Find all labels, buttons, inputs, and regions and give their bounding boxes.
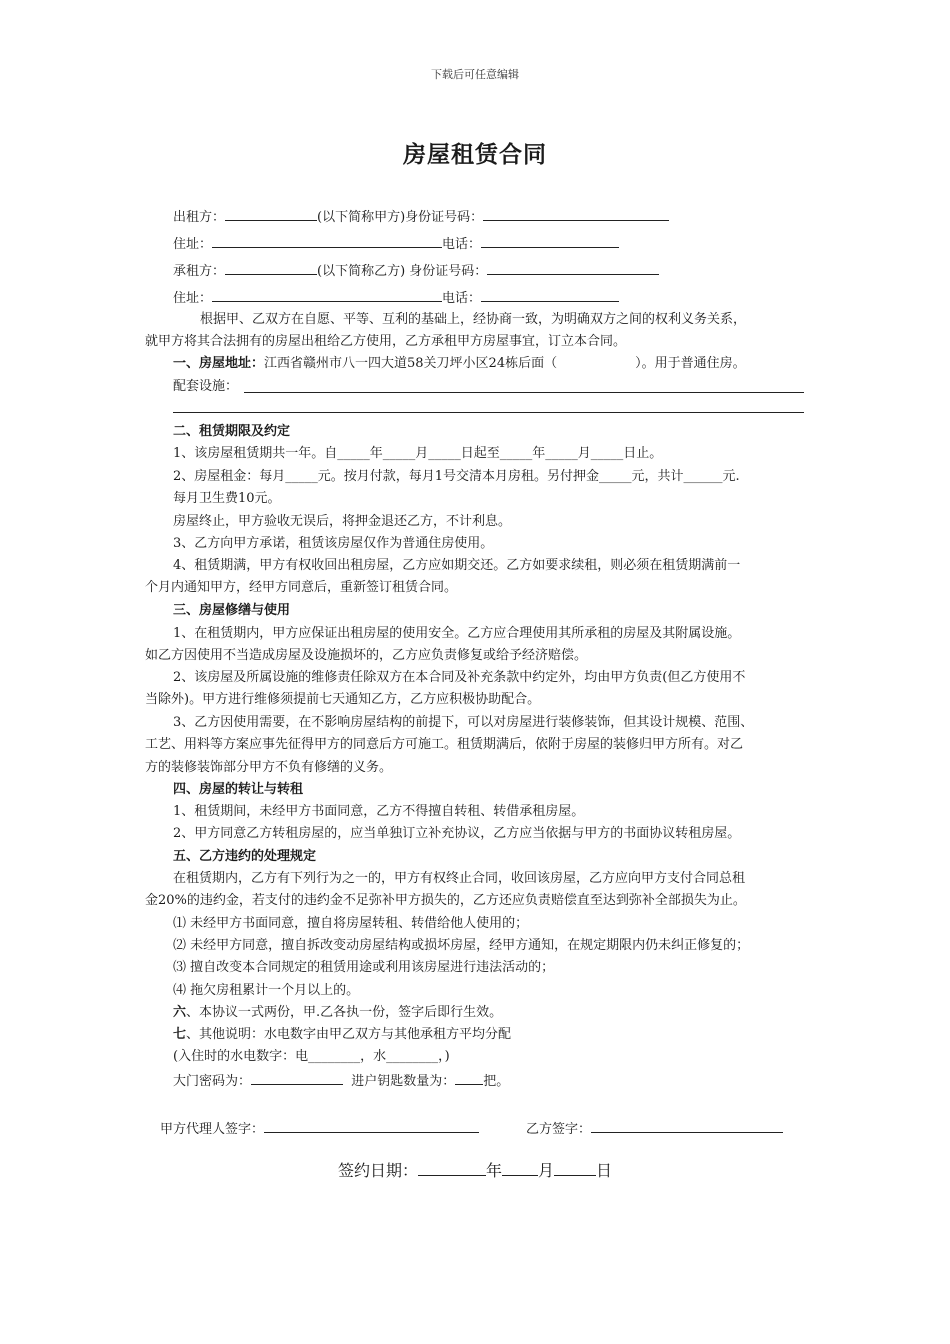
section-2-line: 4、租赁期满，甲方有权收回出租房屋，乙方应如期交还。乙方如要求续租，则必须在租赁期满前一 bbox=[173, 558, 741, 573]
lessor-address-row: 住址： 电话： bbox=[173, 235, 619, 253]
section-4-line: 1、租赁期间，未经甲方书面同意，乙方不得擅自转租、转借承租房屋。 bbox=[173, 804, 585, 819]
signing-date: 签约日期： 年 月 日 bbox=[337, 1161, 613, 1180]
section-7: 七、其他说明：水电数字由甲乙双方与其他承租方平均分配 bbox=[173, 1027, 512, 1042]
section-4-heading: 四、房屋的转让与转租 bbox=[173, 782, 304, 797]
section-3-line: 当除外)。甲方进行维修须提前七天通知乙方，乙方应积极协助配合。 bbox=[145, 692, 541, 707]
intro-line-1: 根据甲、乙双方在自愿、平等、互利的基础上，经协商一致，为明确双方之间的权利义务关系， bbox=[200, 312, 747, 327]
lessor-row: 出租方： (以下简称甲方)身份证号码： bbox=[173, 208, 669, 226]
section-2-line: 每月卫生费10元。 bbox=[173, 491, 281, 506]
facilities-label: 配套设施： bbox=[173, 379, 239, 394]
section-2-line: 1、该房屋租赁期共一年。自_____年_____月_____日起至_____年_____月_____日止。 bbox=[173, 446, 663, 461]
lessee-phone-field[interactable] bbox=[481, 289, 619, 302]
lessee-row: 承租方： (以下简称乙方) 身份证号码： bbox=[173, 262, 659, 280]
facilities-field-2[interactable] bbox=[173, 412, 804, 413]
page-header: 下载后可任意编辑 bbox=[431, 68, 519, 81]
meter-reading: (入住时的水电数字：电________，水________，) bbox=[173, 1049, 450, 1064]
lessor-address-field[interactable] bbox=[212, 235, 442, 248]
section-3-line: 工艺、用料等方案应事先征得甲方的同意后方可施工。租赁期满后，依附于房屋的装修归甲方所有。对乙 bbox=[145, 737, 744, 752]
date-year-field[interactable] bbox=[418, 1163, 486, 1176]
party-b-signature: 乙方签字： bbox=[526, 1118, 783, 1137]
section-2-line: 个月内通知甲方，经甲方同意后，重新签订租赁合同。 bbox=[145, 580, 458, 595]
section-3-line: 3、乙方因使用需要，在不影响房屋结构的前提下，可以对房屋进行装修装饰，但其设计规模、范围、 bbox=[173, 715, 754, 730]
section-5-line: 在租赁期内，乙方有下列行为之一的，甲方有权终止合同，收回该房屋，乙方应向甲方支付合同总租 bbox=[173, 871, 746, 886]
section-3-line: 1、在租赁期内，甲方应保证出租房屋的使用安全。乙方应合理使用其所承租的房屋及其附属设施。 bbox=[173, 626, 741, 641]
violation-item: ⑷ 拖欠房租累计一个月以上的。 bbox=[173, 983, 360, 998]
violation-item: ⑶ 擅自改变本合同规定的租赁用途或利用该房屋进行违法活动的； bbox=[173, 960, 555, 975]
door-password-row: 大门密码为： 进户钥匙数量为： 把。 bbox=[173, 1074, 510, 1089]
lessee-id-field[interactable] bbox=[487, 262, 659, 275]
section-3-heading: 三、房屋修缮与使用 bbox=[173, 603, 291, 618]
violation-item: ⑴ 未经甲方书面同意，擅自将房屋转租、转借给他人使用的； bbox=[173, 916, 529, 931]
section-3-line: 如乙方因使用不当造成房屋及设施损坏的，乙方应负责修复或给予经济赔偿。 bbox=[145, 648, 588, 663]
section-1-address: 一、房屋地址：江西省赣州市八一四大道58关刀坪小区24栋后面（ ）。用于普通住房。 bbox=[173, 356, 746, 371]
party-b-signature-field[interactable] bbox=[591, 1120, 783, 1133]
section-3-line: 2、该房屋及所属设施的维修责任除双方在本合同及补充条款中约定外，均由甲方负责(但乙方使用不 bbox=[173, 670, 746, 685]
door-password-field[interactable] bbox=[251, 1072, 343, 1085]
section-6: 六、本协议一式两份，甲.乙各执一份，签字后即行生效。 bbox=[173, 1005, 503, 1020]
section-2-heading: 二、租赁期限及约定 bbox=[173, 424, 291, 439]
date-day-field[interactable] bbox=[554, 1163, 596, 1176]
intro-line-2: 就甲方将其合法拥有的房屋出租给乙方使用，乙方承租甲方房屋事宜，订立本合同。 bbox=[145, 334, 627, 349]
section-2-line: 2、房屋租金：每月_____元。按月付款，每月1号交清本月房租。另付押金_____元，共计______元. bbox=[173, 469, 740, 484]
lessee-address-row: 住址： 电话： bbox=[173, 289, 619, 307]
party-a-signature: 甲方代理人签字： bbox=[160, 1118, 479, 1137]
violation-item: ⑵ 未经甲方同意，擅自拆改变动房屋结构或损坏房屋，经甲方通知，在规定期限内仍未纠正修复的； bbox=[173, 938, 750, 953]
section-5-heading: 五、乙方违约的处理规定 bbox=[173, 849, 317, 864]
section-5-line: 金20%的违约金，若支付的违约金不足弥补甲方损失的，乙方还应负责赔偿直至达到弥补全部损失为止。 bbox=[145, 893, 746, 908]
lessee-address-field[interactable] bbox=[212, 289, 442, 302]
lessee-name-field[interactable] bbox=[225, 262, 317, 275]
key-count-field[interactable] bbox=[455, 1072, 483, 1085]
section-2-line: 3、乙方向甲方承诺，租赁该房屋仅作为普通住房使用。 bbox=[173, 536, 494, 551]
lessor-id-field[interactable] bbox=[483, 208, 669, 221]
party-a-signature-field[interactable] bbox=[264, 1120, 479, 1133]
lessor-phone-field[interactable] bbox=[481, 235, 619, 248]
page-title: 房屋租赁合同 bbox=[403, 142, 547, 168]
section-2-line: 房屋终止，甲方验收无误后，将押金退还乙方，不计利息。 bbox=[173, 514, 512, 529]
section-4-line: 2、甲方同意乙方转租房屋的，应当单独订立补充协议，乙方应当依据与甲方的书面协议转租房屋。 bbox=[173, 826, 741, 841]
lessor-name-field[interactable] bbox=[225, 208, 317, 221]
facilities-field-1[interactable] bbox=[244, 392, 804, 393]
date-month-field[interactable] bbox=[502, 1163, 538, 1176]
section-3-line: 方的装修装饰部分甲方不负有修缮的义务。 bbox=[145, 760, 393, 775]
